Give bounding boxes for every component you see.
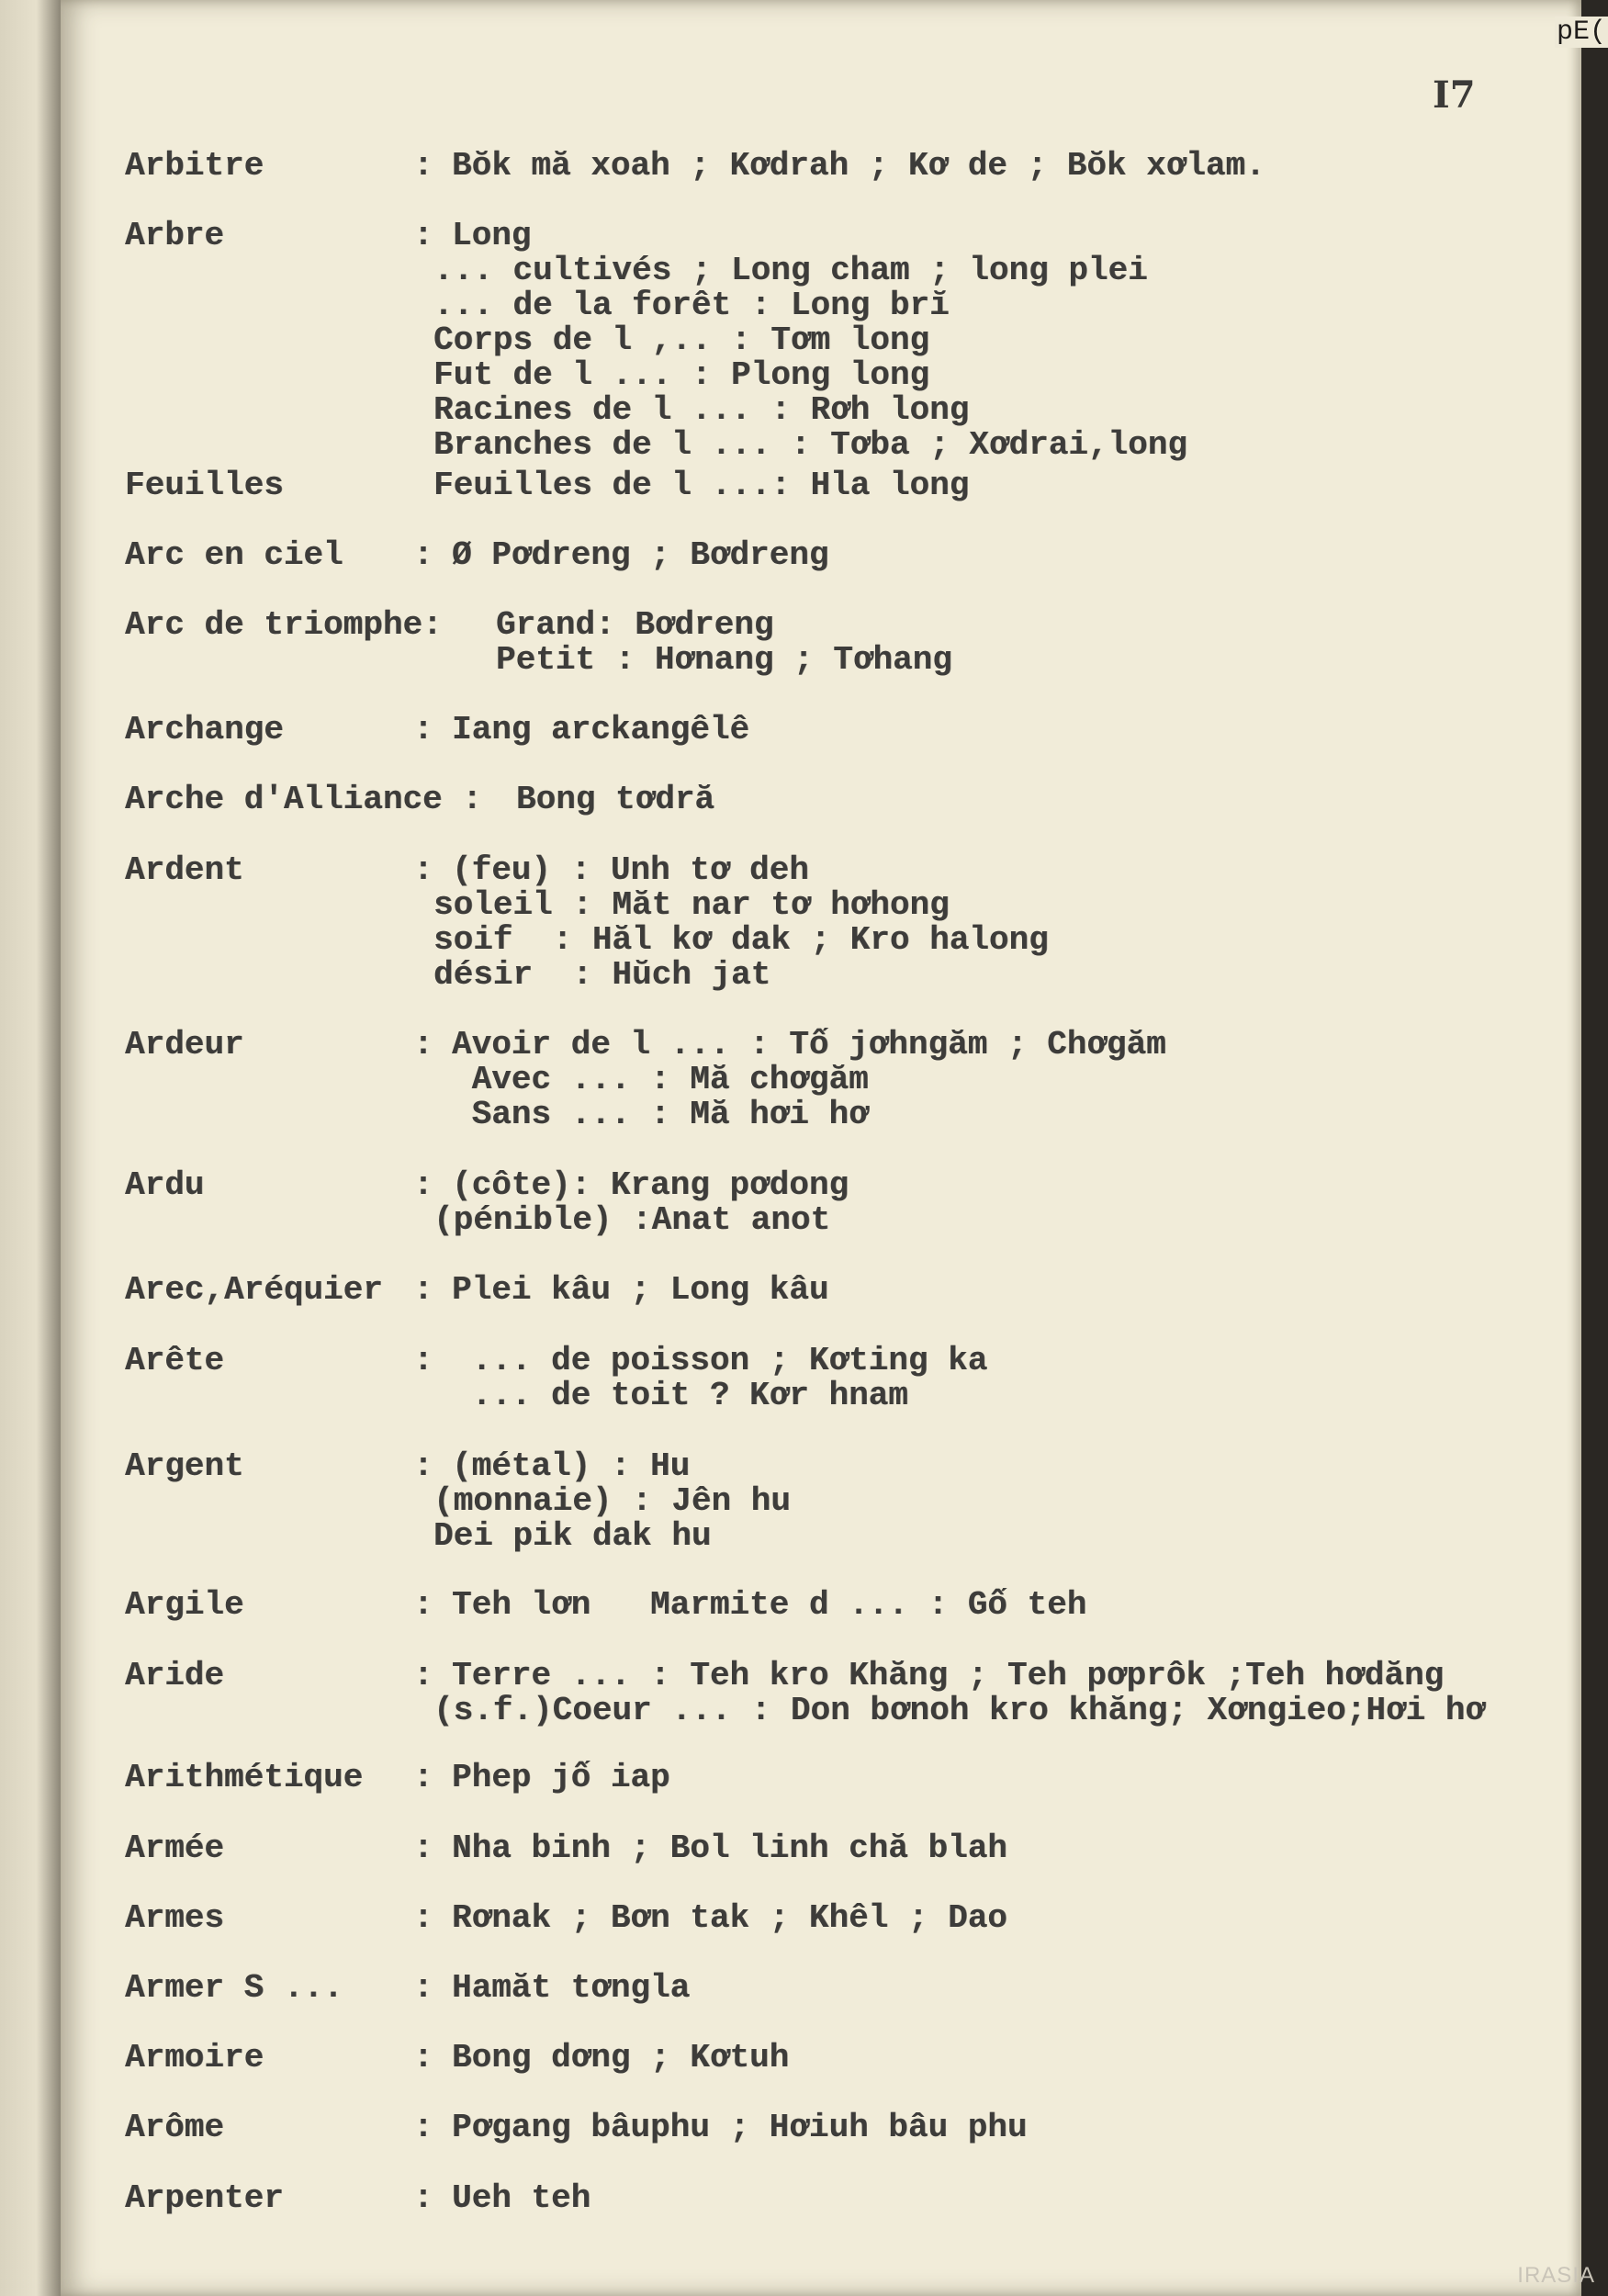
entry-headword: Argile [125,1586,244,1624]
definition-line: Long [452,217,532,254]
definition-line: (côte): Krang pơdong [452,1166,849,1204]
definition-line: (métal) : Hu [452,1447,691,1485]
entry-definition [452,1761,670,1795]
entry-headword: Arôme [125,2109,225,2146]
watermark: IRASIA [1517,2263,1595,2288]
entry-definition [452,713,749,748]
entry-definition [452,1344,987,1413]
entry-headword: Ardent [125,851,244,889]
entry-separator: : [413,1342,433,1379]
edge-text: pE( [1556,17,1606,48]
definition-line: Pơgang bâuphu ; Hơiuh bâu phu [452,2109,1028,2146]
definition-line: Corps de l ,.. : Tơm long [433,321,930,359]
definition-line: Hamăt tơngla [452,1969,691,2007]
entry-headword: Armoire [125,2039,264,2077]
definition-line: Fut de l ... : Plong long [433,356,930,394]
entry-separator: : [413,1026,433,1064]
definition-line: soif : Hăl kơ dak ; Kro halong [433,921,1049,959]
entry-definition [452,2041,789,2076]
definition-line: Plei kâu ; Long kâu [452,1271,829,1309]
definition-line: Grand: Bơdreng [496,606,774,644]
entry-headword: Armer S ... [125,1969,343,2007]
definition-line: Ueh teh [452,2179,591,2217]
entry-definition [452,1971,690,2006]
entry-headword: Armée [125,1829,225,1867]
definition-line: Teh lơn Marmite d ... : Gố teh [452,1586,1087,1624]
entry-definition [452,1588,1086,1623]
definition-line: ... cultivés ; Long cham ; long plei [433,252,1148,289]
definition-line: Nha binh ; Bol linh chă blah [452,1829,1007,1867]
definition-line: désir : Hŭch jat [433,956,771,994]
definition-line: Branches de l ... : Tơba ; Xơdrai,long [433,426,1187,464]
entry-headword: Arête [125,1342,225,1379]
definition-line: ... de toit ? Kơr hnam [452,1377,908,1414]
entry-definition [452,1028,1166,1132]
definition-line: Iang arckangêlê [452,711,750,748]
entry-separator: : [413,1166,433,1204]
definition-line: Avoir de l ... : Tố jơhngăm ; Chơgăm [452,1026,1166,1064]
definition-line: Avec ... : Mă chơgăm [452,1061,869,1098]
entry-separator: : [413,1899,433,1937]
entry-headword: Argent [125,1447,244,1485]
definition-line: Feuilles de l ...: Hla long [433,467,970,504]
entry-headword: Archange [125,711,284,748]
entry-definition [433,217,1187,464]
entry-headword: Arche d'Alliance : [125,781,482,818]
entry-separator: : [413,1969,433,2007]
entry-headword: Arec,Aréquier [125,1271,383,1309]
entry-headword: Arbitre [125,147,264,185]
definition-line: (s.f.)Coeur ... : Don bơnoh kro khăng; Xơngieo;Hơi hơ [433,1692,1485,1729]
definition-line: Racines de l ... : Rơh long [433,391,970,429]
definition-line: Ø Pơdreng ; Bơdreng [452,536,829,574]
entry-separator: : [413,1829,433,1867]
entry-headword: Arpenter [125,2179,284,2217]
definition-line: Rơnak ; Bơn tak ; Khêl ; Dao [452,1899,1007,1937]
entry-separator: : [413,851,433,889]
definition-line: (feu) : Unh tơ deh [452,851,809,889]
entry-separator: : [413,1447,433,1485]
entry-separator: : [413,1586,433,1624]
entry-separator: : [413,536,433,574]
definition-line: Terre ... : Teh kro Khăng ; Teh pơprôk ;Teh hơdăng [452,1657,1445,1694]
entry-separator: : [413,147,433,185]
entry-definition [433,1447,791,1555]
entry-separator: : [413,711,433,748]
definition-line: Bong tơdră [516,781,715,818]
entry-headword: Arithmétique [125,1759,364,1796]
entry-definition [496,608,952,678]
definition-line: Petit : Hơnang ; Tơhang [496,641,952,679]
definition-line: (monnaie) : Jên hu [433,1482,791,1520]
entry-definition [516,782,714,817]
entry-headword: Ardeur [125,1026,244,1064]
entry-separator: : [413,1271,433,1309]
entry-definition [452,1901,1007,1936]
entry-definition [433,1166,849,1239]
entry-definition [433,1657,1485,1729]
entry-definition [452,2181,590,2216]
entry-headword: Armes [125,1899,225,1937]
entry-separator: : [413,2039,433,2077]
definition-line: Dei pik dak hu [433,1517,712,1555]
entry-headword: Feuilles [125,467,284,504]
definition-line: soleil : Măt nar tơ hơhong [433,886,950,924]
entry-headword: Arc en ciel [125,536,343,574]
entry-definition [433,851,1049,994]
entry-definition [452,2110,1028,2145]
definition-line: Phep jố iap [452,1759,670,1796]
definition-line: Bong dơng ; Kơtuh [452,2039,790,2077]
entry-headword: Arbre [125,217,225,254]
entry-separator: : [413,217,433,254]
definition-line: Bŏk mă xoah ; Kơdrah ; Kơ de ; Bŏk xơlam. [452,147,1265,185]
page-number: I7 [1433,73,1476,117]
entry-definition [452,149,1265,184]
definition-line: ... de poisson ; Kơting ka [452,1342,988,1379]
entry-separator: : [413,2109,433,2146]
definition-line: Sans ... : Mă hơi hơ [452,1096,869,1133]
entry-headword: Ardu [125,1166,205,1204]
definition-line: (pénible) :Anat anot [433,1201,831,1239]
entry-definition [433,467,970,504]
entry-separator: : [413,1759,433,1796]
entry-headword: Arc de triomphe: [125,606,443,644]
entry-definition [452,1273,828,1308]
entry-headword: Aride [125,1657,225,1694]
entry-separator: : [413,2179,433,2217]
entry-separator: : [413,1657,433,1694]
entry-definition [452,538,828,573]
definition-line: ... de la forêt : Long brĭ [433,287,950,324]
entry-definition [452,1831,1007,1866]
